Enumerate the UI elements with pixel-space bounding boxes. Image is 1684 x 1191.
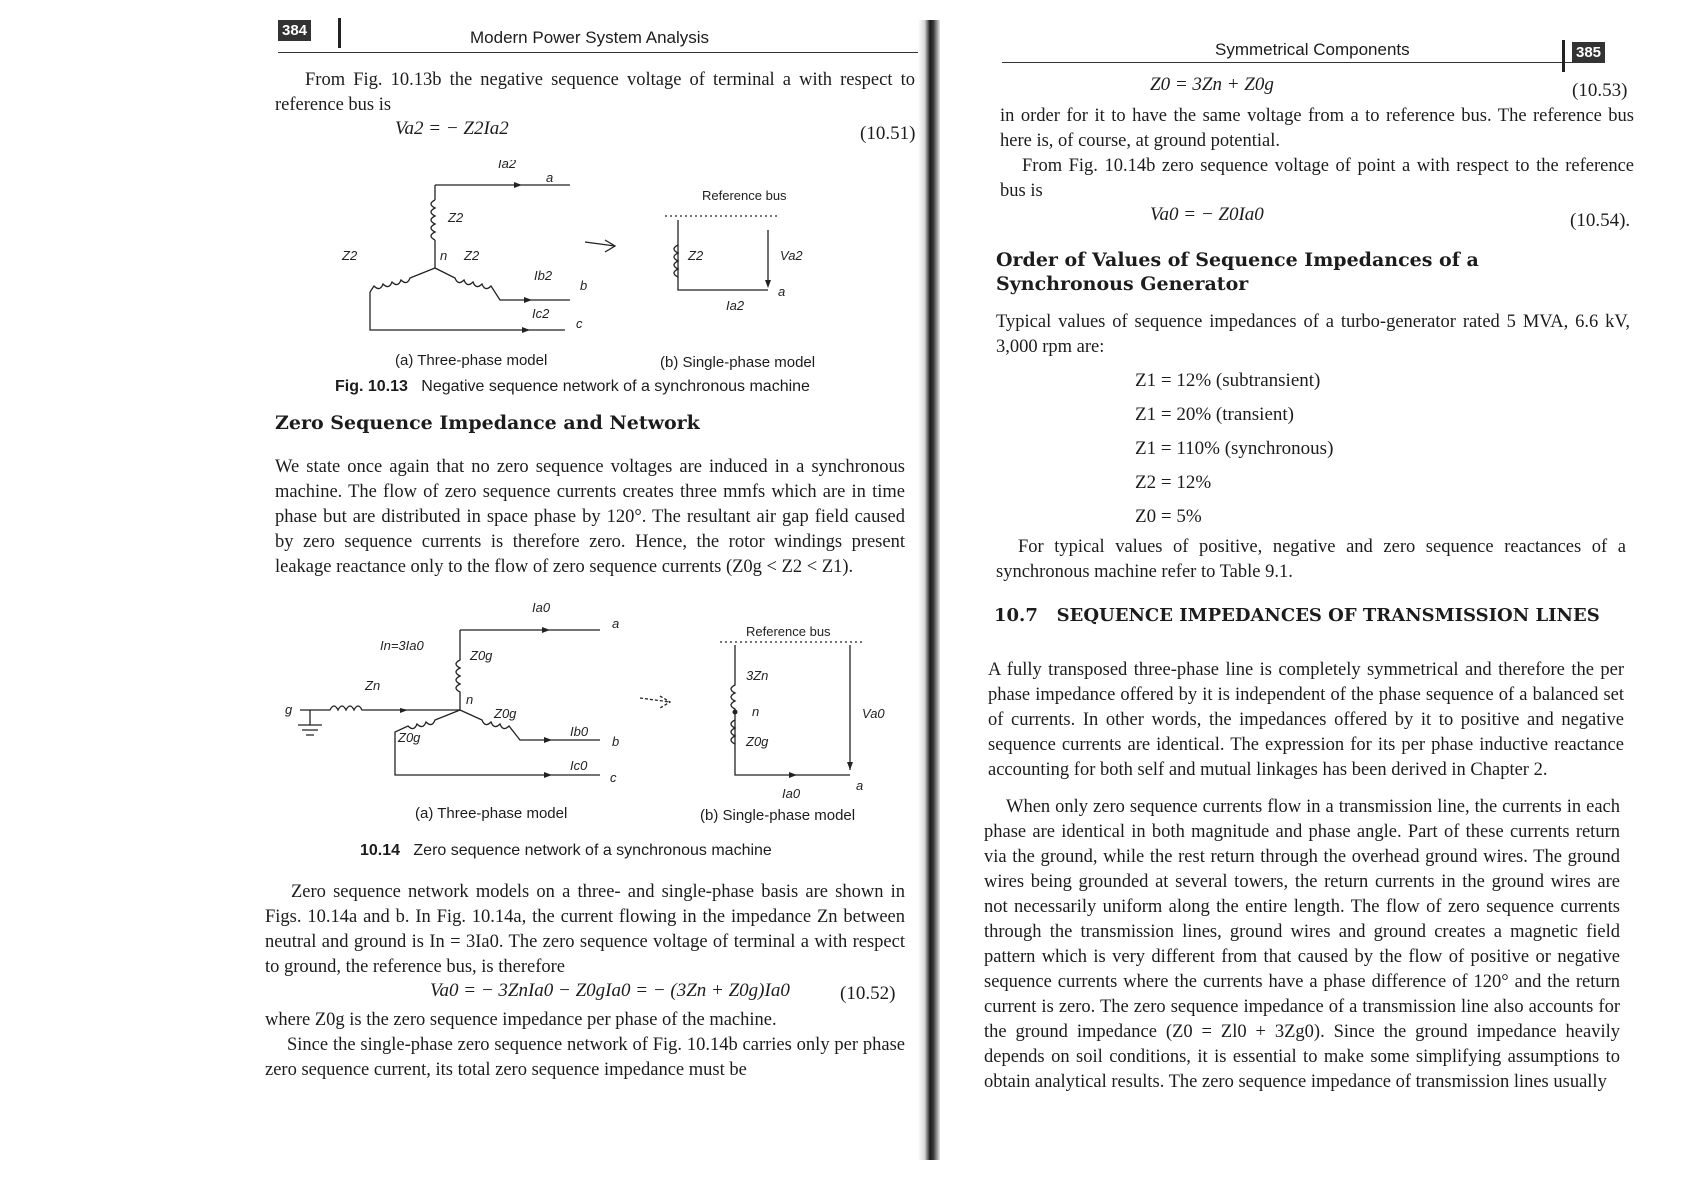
paragraph-zero-sequence-1: We state once again that no zero sequence voltages are induced in a synchronous machine. The flow of zero sequence currents creates three mmfs which are in time phase but are distributed in space phase by 120°. The resultant air gap field caused by zero sequence currents is therefore zero. Hence, the rotor windings present leakage reactance only to the flow of zero sequence currents (Z0g < Z2 < Z1). (275, 457, 905, 577)
coil-z0g-top (456, 630, 460, 710)
label-b0: b (612, 734, 620, 749)
label-z2-top: Z2 (448, 210, 464, 225)
label-z2-left: Z2 (342, 248, 358, 263)
equation-10-54-number: (10.54). (1570, 210, 1631, 231)
paragraph-zero-sequence-4: Since the single-phase zero sequence network of Fig. 10.14b carries only per phase zero sequence current, its total zero sequence impedance must be (265, 1035, 905, 1080)
header-tick (338, 18, 351, 48)
label-ia2-single: Ia2 (726, 298, 745, 313)
label-va2: Va2 (780, 248, 803, 263)
fig14-caption (360, 842, 772, 860)
label-a-single: a (778, 284, 786, 299)
label-in: In=3Ia0 (380, 638, 424, 653)
value-z1-synchronous: Z1 = 110% (synchronous) (1135, 438, 1334, 459)
label-a0: a (612, 616, 620, 631)
intro-text: From Fig. 10.13b the negative sequence voltage of terminal a with respect to reference bus is (275, 70, 915, 115)
fig13-caption (335, 378, 810, 396)
left-page-number: 384 (278, 22, 311, 40)
left-running-head: Modern Power System Analysis (470, 28, 710, 47)
right-paragraph-1: in order for it to have the same voltage from a to reference bus. The reference bus here is, of course, at ground potential. (1000, 106, 1634, 151)
right-header-rule (1002, 62, 1602, 63)
equation-10-51-text: Va2 = − Z2Ia2 (395, 118, 509, 139)
label-z0g-top: Z0g (470, 648, 493, 663)
equation-10-52-text: Va0 = − 3ZnIa0 − Z0gIa0 = − (3Zn + Z0g)Ia0 (430, 980, 790, 1001)
label-ic2: Ic2 (532, 306, 550, 321)
equation-10-54 (1150, 204, 1264, 226)
label-va0: Va0 (862, 706, 885, 721)
label-ib0: Ib0 (570, 724, 589, 739)
label-c: c (576, 316, 583, 331)
right-running-head: Symmetrical Components (1215, 40, 1410, 59)
label-reference-bus-zero: Reference bus (746, 624, 831, 639)
section-10-7-heading (994, 605, 1600, 626)
section-heading-zero-sequence: Zero Sequence Impedance and Network (275, 412, 700, 434)
label-reference-bus: Reference bus (702, 188, 787, 203)
right-page (950, 0, 1684, 1191)
label-ia0-single: Ia0 (782, 786, 801, 801)
right-paragraph-6: When only zero sequence currents flow in a transmission line, the currents in each phase are identical in both magnitude and phase angle. Part of these currents return via the ground, while the rest return through the overhead ground wires. The ground wires being grounded at several towers, the return currents in the ground wires are not necessarily uniform along the entire length. The flow of zero sequence currents through the transmission lines, ground wires and ground creates a magnetic field pattern which is very different from that caused by the flow of positive or negative sequence currents where the currents have a phase difference of 120° and the return current is zero. The zero sequence impedance of a transmission line also accounts for the ground impedance (Z0 = Zl0 + 3Zg0). Since the ground impedance heavily depends on soil conditions, it is essential to make some simplifying assumptions to obtain analytical results. The zero sequence impedance of transmission lines usually (984, 797, 1620, 1092)
label-z0g-right: Z0g (494, 706, 517, 721)
fig14-caption-number: 10.14 (360, 842, 401, 859)
value-z1-transient: Z1 = 20% (transient) (1135, 404, 1294, 425)
label-n: n (440, 248, 448, 263)
value-z2: Z2 = 12% (1135, 472, 1212, 493)
right-page-number: 385 (1572, 44, 1605, 62)
label-z2-right: Z2 (464, 248, 480, 263)
label-ia0: Ia0 (532, 600, 551, 615)
heading-order-of-values: Order of Values of Sequence Impedances of a Synchronous Generator (996, 249, 1479, 295)
right-paragraph-2: From Fig. 10.14b zero sequence voltage of point a with respect to the reference bus is (1000, 156, 1634, 201)
right-paragraph-3: Typical values of sequence impedances of a turbo-generator rated 5 MVA, 6.6 kV, 3,000 rpm are: (996, 312, 1630, 357)
equation-10-51-number: (10.51) (860, 123, 916, 144)
fig13-caption-number: Fig. 10.13 (335, 378, 408, 395)
label-a0-single: a (856, 778, 864, 793)
label-z2-single: Z2 (688, 248, 704, 263)
fig14-caption-text: Zero sequence network of a synchronous machine (413, 842, 772, 859)
label-c0: c (610, 770, 617, 785)
impedance-values-list (1135, 364, 1333, 534)
label-zn: Zn (365, 678, 381, 693)
label-n0: n (466, 692, 474, 707)
arrow-transform (585, 240, 615, 252)
label-b: b (580, 278, 588, 293)
right-paragraph-4: For typical values of positive, negative and zero sequence reactances of a synchronous machine refer to Table 9.1. (996, 537, 1626, 582)
coil-z2-left (370, 268, 435, 292)
equation-10-51 (395, 118, 509, 140)
equation-10-53-number: (10.53) (1572, 80, 1628, 101)
fig14-sub-b: (b) Single-phase model (700, 807, 856, 824)
label-3zn: 3Zn (746, 668, 769, 683)
label-z0g-single: Z0g (746, 734, 769, 749)
equation-10-53-text: Z0 = 3Zn + Z0g (1150, 74, 1274, 95)
equation-10-54-text: Va0 = − Z0Ia0 (1150, 204, 1264, 225)
paragraph-zero-sequence-2: Zero sequence network models on a three- and single-phase basis are shown in Figs. 10.14a and b. In Fig. 10.14a, the current flowing in the impedance Zn between neutral and ground is In = 3Ia0. The zero sequence voltage of terminal a with respect to ground, the reference bus, is therefore (265, 882, 905, 977)
section-10-7-title: SEQUENCE IMPEDANCES OF TRANSMISSION LINES (1056, 605, 1600, 626)
right-paragraph-5: A fully transposed three-phase line is completely symmetrical and therefore the per phase impedance offered by it is independent of the phase sequence of a balanced set of currents. In other words, the impedances offered by it to positive and negative sequence currents are identical. The expression for its per phase inductive reactance accounting for both self and mutual linkages has been derived in Chapter 2. (988, 660, 1624, 780)
fig13-sub-b: (b) Single-phase model (660, 354, 816, 371)
coil-zn (300, 706, 460, 710)
equation-10-53 (1150, 74, 1274, 96)
fig13-caption-text: Negative sequence network of a synchronous machine (421, 378, 810, 395)
header-rule (278, 52, 918, 53)
label-ia2: Ia2 (498, 160, 517, 171)
arrow-transform-zero (640, 696, 670, 708)
value-z1-subtransient: Z1 = 12% (subtransient) (1135, 370, 1321, 391)
label-ic0: Ic0 (570, 758, 588, 773)
coil-z2-top (431, 200, 435, 240)
label-n-single: n (752, 704, 760, 719)
label-a: a (546, 170, 554, 185)
fig13-sub-a: (a) Three-phase model (395, 352, 548, 369)
figure-10-13 (270, 160, 930, 360)
fig14-sub-a: (a) Three-phase model (415, 805, 568, 822)
single-phase-zero-loop (731, 645, 850, 775)
label-ib2: Ib2 (534, 268, 553, 283)
label-g: g (285, 702, 293, 717)
value-z0: Z0 = 5% (1135, 506, 1202, 527)
label-z0g-left: Z0g (398, 730, 421, 745)
ground-symbol (298, 710, 322, 735)
section-10-7-number: 10.7 (994, 605, 1038, 626)
equation-10-52 (430, 980, 790, 1002)
paragraph-zero-sequence-3: where Z0g is the zero sequence impedance per phase of the machine. (265, 1010, 777, 1030)
equation-10-52-number: (10.52) (840, 983, 896, 1004)
figure-10-14 (270, 600, 930, 815)
